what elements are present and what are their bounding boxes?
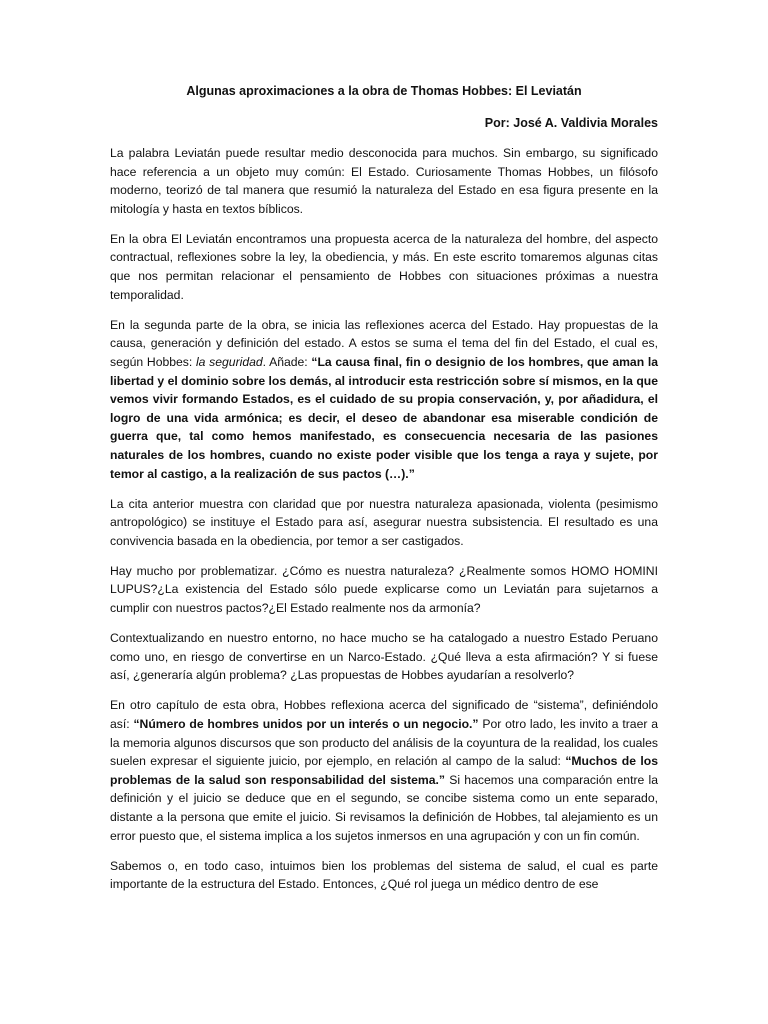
paragraph-3	[110, 316, 658, 483]
paragraph-3-quote: “La causa final, fin o designio de los hombres, que aman la libertad y el dominio sobre los demás, al introducir esta restricción sobre sí mismos, en la que vemos vivir formando Estados, es el cuidado de su propia conservación, y, por añadidura, el logro de una vida armónica; es decir, el deseo de abandonar esa miserable condición de guerra que, tal como hemos manifestado, es consecuencia necesaria de las pasiones naturales de los hombres, cuando no existe poder visible que los tenga a raya y sujete, por temor al castigo, a la realización de sus pactos (…).”	[110, 354, 659, 481]
document-author: Por: José A. Valdivia Morales	[484, 116, 658, 130]
paragraph-1: La palabra Leviatán puede resultar medio desconocida para muchos. Sin embargo, su significado hace referencia a un objeto muy común: El Estado. Curiosamente Thomas Hobbes, un filósofo moderno, teorizó de tal manera que resumió la naturaleza del Estado en esa figura presente en la mitología y hasta en textos bíblicos.	[110, 146, 658, 216]
paragraph-7-definition-quote: “Número de hombres unidos por un interés o un negocio.”	[133, 717, 479, 732]
paragraph-4: La cita anterior muestra con claridad que por nuestra naturaleza apasionada, violenta (pesimismo antropológico) se instituye el Estado para así, asegurar nuestra subsistencia. El resultado es una convivencia basada en la obediencia, por temor a ser castigados.	[110, 496, 658, 548]
paragraph-7-judgment-quote: “Muchos de los problemas de la salud son responsabilidad del sistema.”	[110, 754, 658, 787]
paragraph-3-intro: En la segunda parte de la obra, se inicia las reflexiones acerca del Estado. Hay propuestas de la causa, generación y definición del estado. A estos se suma el tema del fin del Estado, el cual es, según Hobbes:	[110, 317, 658, 369]
paragraph-7-a: En otro capítulo de esta obra, Hobbes reflexiona acerca del significado de “sistema”, definiéndolo así:	[110, 698, 658, 732]
paragraph-6: Contextualizando en nuestro entorno, no hace mucho se ha catalogado a nuestro Estado Peruano como uno, en riesgo de convertirse en un Narco-Estado. ¿Qué lleva a esta afirmación? Y si fuese así, ¿generaría algún problema? ¿Las propuestas de Hobbes ayudarían a resolverlo?	[110, 631, 658, 683]
paragraph-7-c: Por otro lado, les invito a traer a la memoria algunos discursos que son producto del análisis de la coyuntura de la realidad, los cuales suelen expresar el siguiente juicio, por ejemplo, en relación al campo de la salud:	[110, 717, 658, 769]
paragraph-5: Hay mucho por problematizar. ¿Cómo es nuestra naturaleza? ¿Realmente somos HOMO HOMINI LUPUS?¿La existencia del Estado sólo puede explicarse como un Leviatán para sujetarnos a cumplir con nuestros pactos?¿El Estado realmente nos da armonía?	[110, 563, 658, 616]
paragraph-3-emphasis: la seguridad	[195, 354, 263, 369]
paragraph-7-e: Si hacemos una comparación entre la definición y el juicio se deduce que en el segundo, se concibe sistema como un ente separado, distante a la persona que emite el juicio. Si revisamos la definición de Hobbes, tal alejamiento es un error puesto que, el sistema implica a los sujetos inmersos en una agrupación y con un fin común.	[110, 772, 658, 843]
paragraph-3-mid: . Añade:	[262, 354, 312, 369]
paragraph-8: Sabemos o, en todo caso, intuimos bien los problemas del sistema de salud, el cual es parte importante de la estructura del Estado. Entonces, ¿Qué rol juega un médico dentro de ese	[110, 858, 658, 892]
paragraph-7	[110, 696, 658, 845]
document-title: Algunas aproximaciones a la obra de Thomas Hobbes: El Leviatán	[186, 84, 582, 98]
paragraph-2: En la obra El Leviatán encontramos una propuesta acerca de la naturaleza del hombre, del aspecto contractual, reflexiones sobre la ley, la obediencia, y más. En este escrito tomaremos algunas citas que nos permitan relacionar el pensamiento de Hobbes con situaciones próximas a nuestra temporalidad.	[110, 231, 658, 302]
